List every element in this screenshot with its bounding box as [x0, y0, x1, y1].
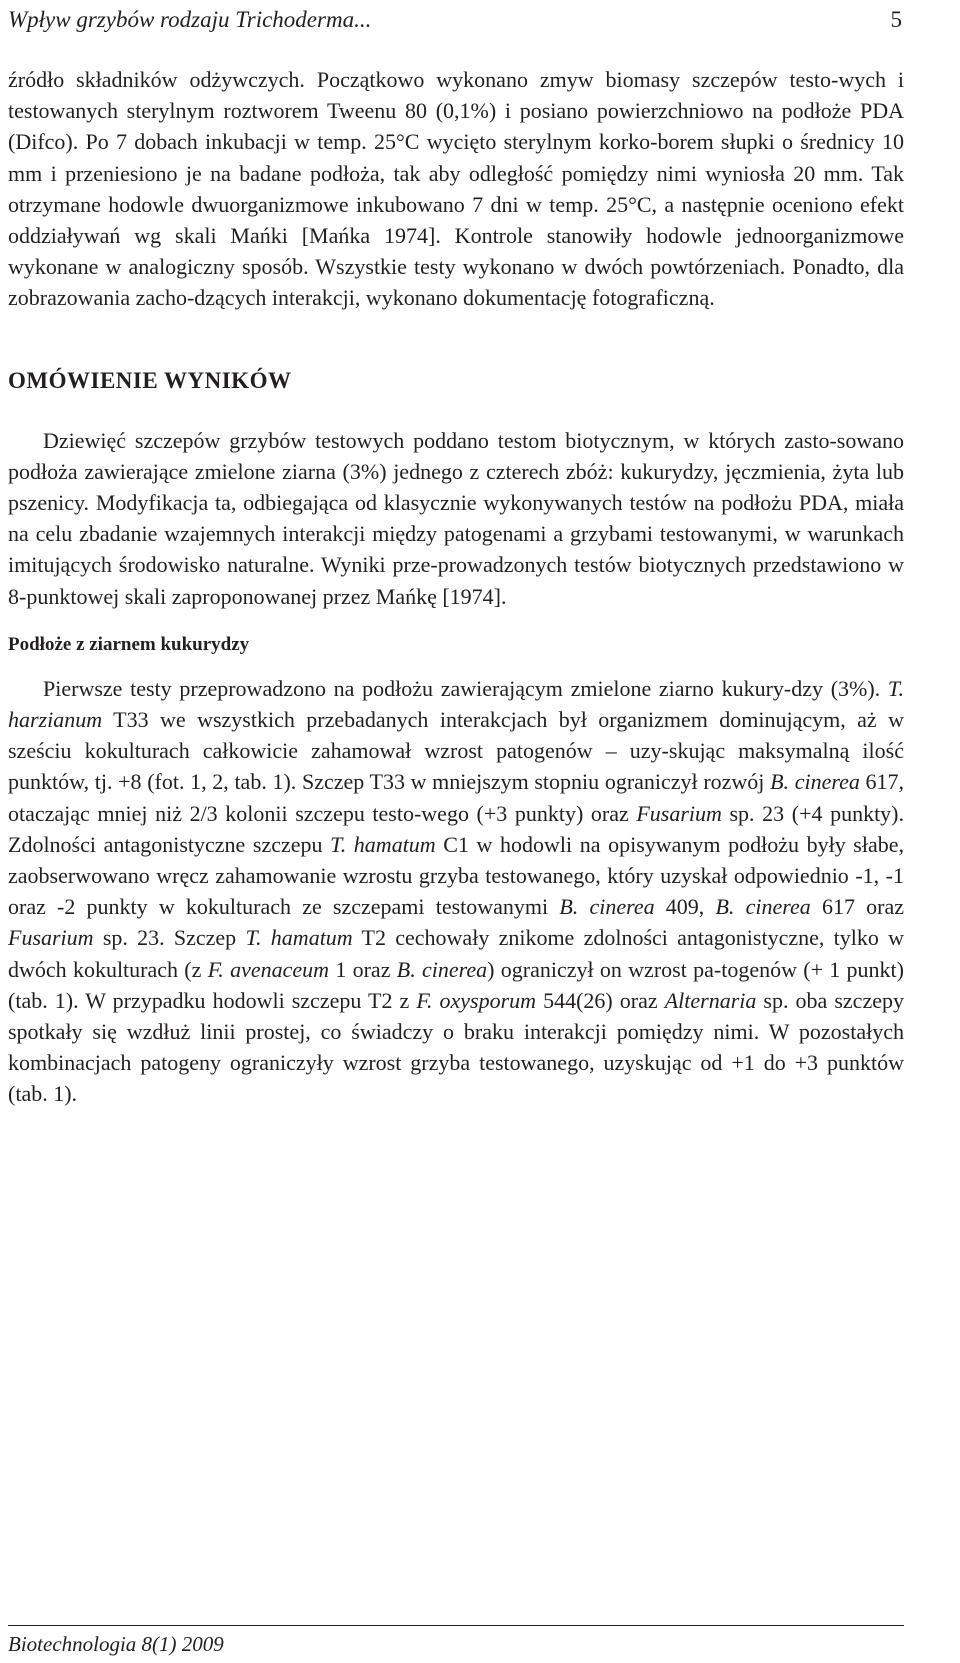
running-title: Wpływ grzybów rodzaju Trichoderma... [8, 7, 372, 32]
document-page [8, 0, 904, 1663]
footer-rule [8, 1625, 904, 1626]
paragraph-corn-medium [8, 673, 904, 1110]
article-body [8, 64, 904, 1110]
text-run: Pierwsze testy przeprowadzono na podłożu zawierającym zmielone ziarno kukury-dzy (3%). [43, 675, 888, 701]
species-name: B. cinerea [559, 894, 655, 920]
paragraph-results-intro: Dziewięć szczepów grzybów testowych poddano testom biotycznym, w których zasto-sowano podłoża zawierające zmielone ziarna (3%) jednego z czterech zbóż: kukurydzy, jęczmienia, żyta lub pszenicy. Modyfikacja ta, odbiegająca od klasycznie wykonywanych testów na podłożu PDA, miała na celu zbadanie wzajemnych interakcji między patogenami a grzybami testowanymi, w warunkach imitujących środowisko naturalne. Wyniki prze-prowadzonych testów biotycznych przedstawiono w 8-punktowej skali zaproponowanej przez Mańkę [1974]. [8, 427, 904, 609]
text-run: sp. oba szczepy spotkały się wzdłuż linii prostej, co świadczy o braku interakcji pomiędzy nimi. W pozostałych kombinacjach patogeny ograniczyły wzrost grzyba testowanego, uzyskując od +1 do +3 punktów (tab. 1). [8, 987, 904, 1107]
text-run: C1 w hodowli na opisywanym podłożu były słabe, zaobserwowano wręcz zahamowanie wzrostu grzyba testowanego, który uzyskał odpowiednio -1, -1 oraz -2 punkty w kokulturach ze szczepami testowanymi [8, 831, 904, 920]
species-name: B. cinerea [770, 769, 860, 795]
species-name: F. avenaceum [207, 956, 330, 982]
text-run: 544(26) oraz [536, 987, 665, 1013]
text-run: 409, [654, 894, 716, 920]
text-run: sp. 23. Szczep [93, 925, 246, 951]
text-run: sp. 23 (+4 punkty). Zdolności antagonistyczne szczepu [8, 800, 905, 857]
running-header [8, 5, 904, 39]
species-name: Fusarium [636, 800, 722, 826]
text-run: T2 cechowały znikome zdolności antagonistyczne, tylko w dwóch kokulturach (z [8, 925, 904, 982]
paragraph-methods: źródło składników odżywczych. Początkowo wykonano zmyw biomasy szczepów testo-wych i testowanych sterylnym roztworem Tweenu 80 (0,1%) i posiano powierzchniowo na podłoże PDA (Difco). Po 7 dobach inkubacji w temp. 25°C wycięto sterylnym korko-borem słupki o średnicy 10 mm i przeniesiono je na badane podłoża, tak aby odległość pomiędzy nimi wyniosła 20 mm. Tak otrzymane hodowle dwuorganizmowe inkubowano 7 dni w temp. 25°C, a następnie oceniono efekt oddziaływań wg skali Mańki [Mańka 1974]. Kontrole stanowiły hodowle jednoorganizmowe wykonane w analogiczny sposób. Wszystkie testy wykonano w dwóch powtórzeniach. Ponadto, dla zobrazowania zacho-dzących interakcji, wykonano dokumentację fotograficzną. [8, 67, 904, 311]
species-name: T. hamatum [330, 831, 436, 857]
text-run: 617 oraz [810, 894, 904, 920]
species-name: B. cinerea [715, 894, 811, 920]
text-run: 617, otaczając mniej niż 2/3 kolonii szczepu testo-wego (+3 punkty) oraz [8, 769, 905, 826]
page-number: 5 [890, 7, 902, 32]
species-name: T. hamatum [245, 925, 353, 951]
species-name: Alternaria [664, 987, 757, 1013]
species-name: T. harzianum [8, 675, 904, 733]
species-name: Fusarium [8, 925, 94, 951]
text-run: T33 we wszystkich przebadanych interakcjach był organizmem dominującym, aż w sześciu kokulturach całkowicie zahamował wzrost patogenów – uzy-skując maksymalną ilość punktów, tj. +8 (fot. 1, 2, tab. 1). Szczep T33 w mniejszym stopniu ograniczył rozwój [8, 707, 904, 795]
species-name: F. oxysporum [416, 987, 537, 1013]
journal-footer: Biotechnologia 8(1) 2009 [8, 1632, 224, 1656]
section-heading: OMÓWIENIE WYNIKÓW [8, 367, 292, 393]
species-name: B. cinerea [396, 956, 488, 982]
sub-heading: Podłoże z ziarnem kukurydzy [8, 633, 250, 655]
text-run: ) ograniczył on wzrost pa-togenów (+ 1 punkt) (tab. 1). W przypadku hodowli szczepu T2 z [8, 956, 904, 1013]
text-run: 1 oraz [329, 956, 397, 982]
